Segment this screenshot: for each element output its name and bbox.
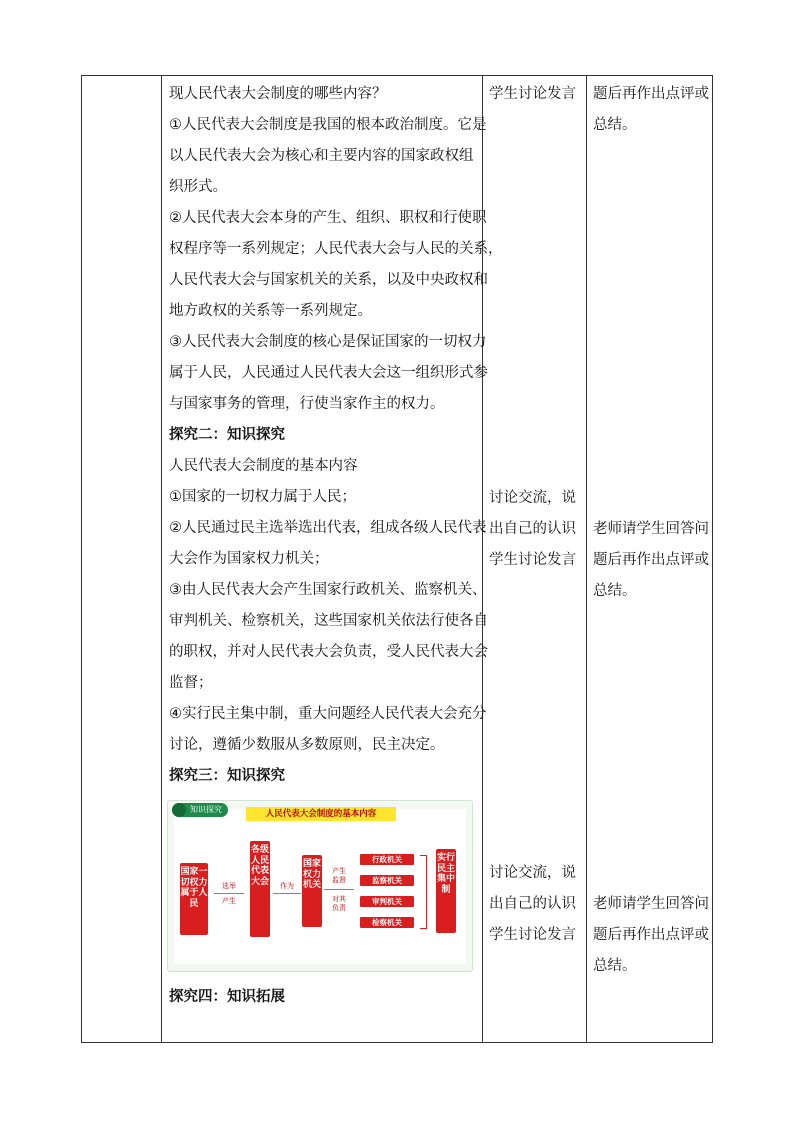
section-heading: 探究二：知识探究 (169, 427, 285, 443)
box-democratic-centralism: 实行民主集中制 (436, 849, 456, 933)
badge-label: 知识探究 (190, 805, 222, 814)
organ-procuratorial: 检察机关 (360, 917, 414, 928)
badge-dot-icon (172, 803, 186, 817)
box-power-organ: 国家权力机关 (302, 855, 322, 927)
text-line: 人民代表大会与国家机关的关系，以及中央政权和 (169, 272, 488, 288)
activity-text: 学生讨论发言 (489, 552, 576, 568)
text-line: ③由人民代表大会产生国家行政机关、监察机关、 (169, 582, 487, 598)
activity-text: 学生讨论发言 (489, 86, 576, 102)
arrow-line (273, 893, 301, 894)
section-heading: 探究三：知识探究 (169, 768, 285, 784)
activity-text: 出自己的认识 (489, 521, 576, 537)
note-text: 总结。 (593, 117, 637, 133)
text-line: ①国家的一切权力属于人民； (169, 489, 356, 505)
text-line: 现人民代表大会制度的哪些内容？ (169, 86, 387, 102)
label-produce-2: 产生 (332, 867, 346, 875)
organ-supervisory: 监察机关 (360, 875, 414, 886)
note-text: 老师请学生回答问 (593, 521, 709, 537)
note-text: 总结。 (593, 583, 637, 599)
text-line: 的职权，并对人民代表大会负责，受人民代表大会 (169, 644, 488, 660)
text-line: 织形式。 (169, 179, 227, 195)
text-line: 审判机关、检察机关，这些国家机关依法行使各自 (169, 613, 488, 629)
box-congress: 各级人民代表大会 (250, 841, 270, 937)
activity-text: 学生讨论发言 (489, 927, 576, 943)
label-elect: 选举 (222, 882, 236, 890)
diagram-panel (174, 809, 466, 964)
text-line: ③人民代表大会制度的核心是保证国家的一切权力 (169, 334, 487, 350)
text-line: 监督； (169, 675, 213, 691)
text-line: 属于人民，人民通过人民代表大会这一组织形式参 (169, 365, 488, 381)
brace (420, 855, 427, 929)
text-line: ②人民代表大会本身的产生、组织、职权和行使职 (169, 210, 487, 226)
label-produce: 产生 (222, 897, 236, 905)
label-supervise: 监督 (332, 876, 346, 884)
note-text: 题后再作出点评或 (593, 927, 709, 943)
text-line: 人民代表大会制度的基本内容 (169, 458, 358, 474)
note-text: 总结。 (593, 958, 637, 974)
label-responsible-1: 对其 (332, 895, 346, 903)
column-divider (161, 76, 162, 1042)
arrow-line (324, 889, 354, 890)
activity-text: 讨论交流，说 (489, 865, 576, 881)
organ-administrative: 行政机关 (360, 854, 414, 865)
note-text: 题后再作出点评或 (593, 552, 709, 568)
section-heading: 探究四：知识拓展 (169, 989, 285, 1005)
diagram-title: 人民代表大会制度的基本内容 (246, 807, 396, 821)
label-responsible-2: 负责 (332, 904, 346, 912)
activity-text: 讨论交流，说 (489, 490, 576, 506)
note-text: 老师请学生回答问 (593, 896, 709, 912)
label-as: 作为 (280, 882, 294, 890)
text-line: ④实行民主集中制，重大问题经人民代表大会充分 (169, 706, 487, 722)
text-line: 大会作为国家权力机关； (169, 551, 329, 567)
knowledge-diagram (167, 800, 473, 972)
diagram-badge (172, 803, 228, 817)
text-line: 讨论，遵循少数服从多数原则，民主决定。 (169, 737, 445, 753)
text-line: 以人民代表大会为核心和主要内容的国家政权组 (169, 148, 474, 164)
text-line: 权程序等一系列规定；人民代表大会与人民的关系， (169, 241, 503, 257)
organ-judicial: 审判机关 (360, 896, 414, 907)
text-line: ②人民通过民主选举选出代表，组成各级人民代表 (169, 520, 487, 536)
lesson-table (81, 75, 713, 1043)
text-line: ①人民代表大会制度是我国的根本政治制度。它是 (169, 117, 487, 133)
box-people: 国家一切权力属于人民 (180, 863, 208, 935)
activity-text: 出自己的认识 (489, 896, 576, 912)
column-divider (586, 76, 587, 1042)
arrow-line (214, 893, 244, 894)
text-line: 地方政权的关系等一系列规定。 (169, 303, 372, 319)
text-line: 与国家事务的管理，行使当家作主的权力。 (169, 396, 445, 412)
note-text: 题后再作出点评或 (593, 86, 709, 102)
